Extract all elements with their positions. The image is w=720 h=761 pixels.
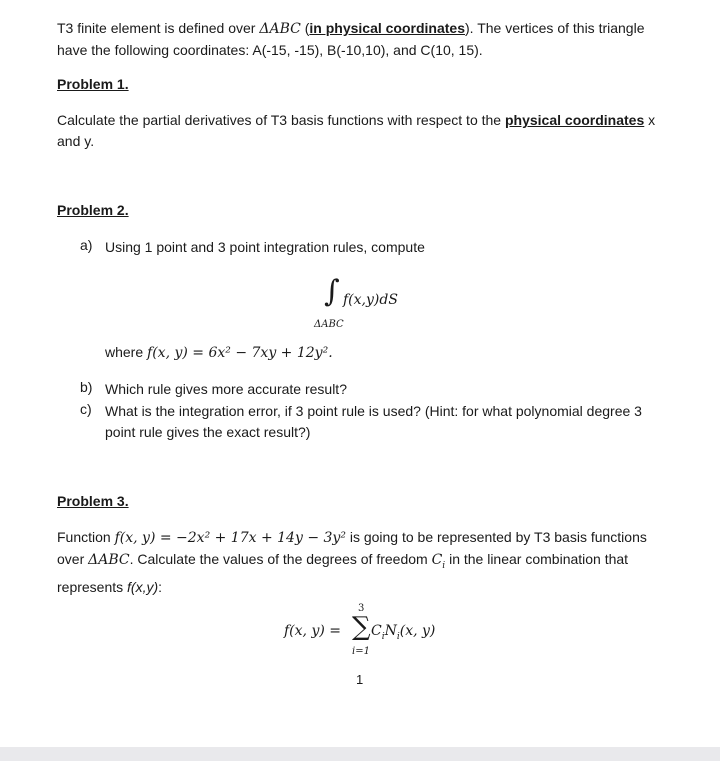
problem-3-text-c: . Calculate the values of the degrees of freedom [129, 551, 432, 567]
sum-term-args: (x, y) [399, 623, 436, 639]
intro-text-1: T3 finite element is defined over [57, 20, 260, 36]
dof-symbol: C [431, 552, 443, 568]
problem-3-triangle: ΔABC [88, 552, 130, 568]
sum-upper-limit: 3 [358, 603, 365, 614]
problem-2-heading: Problem 2. [57, 202, 129, 218]
where-prefix: where [105, 344, 148, 360]
problem-1-text-b: x and y. [57, 112, 656, 149]
where-line [105, 344, 333, 361]
sum-lower-limit: i=1 [352, 646, 370, 657]
viewer-bottom-bar [0, 747, 720, 761]
item-a-label: a) [80, 237, 93, 253]
triangle-label: ΔABC [259, 21, 301, 37]
item-c-text: What is the integration error, if 3 point rule is used? (Hint: for what polynomial degree 3 point rule gives the exact result?) [105, 403, 642, 440]
where-formula: f(x, y) = 6x² − 7xy + 12y². [147, 345, 333, 361]
problem-1-text-a: Calculate the partial derivatives of T3 basis functions with respect to the [57, 112, 505, 128]
physical-coordinates-emphasis: in physical coordinates [309, 20, 465, 36]
intro-text-2: ( [300, 20, 310, 36]
problem-3-text-e: : [158, 578, 163, 595]
intro-paragraph [57, 18, 667, 61]
problem-3-text-a: Function [57, 529, 115, 545]
problem-1-physical-emphasis: physical coordinates [504, 112, 645, 128]
problem-3-function: f(x, y) = −2x² + 17x + 14y − 3y² [114, 530, 346, 546]
summation-sign-icon: ∑ [352, 612, 371, 642]
sum-term-n: N [384, 623, 397, 639]
sum-term-c-sub: i [381, 631, 385, 642]
problem-3-heading: Problem 3. [57, 493, 129, 509]
problem-1-text [57, 110, 667, 152]
sum-term-c: C [371, 623, 382, 639]
item-b-text: Which rule gives more accurate result? [105, 381, 347, 397]
integral-integrand: f(x,y)dS [343, 292, 398, 308]
sum-eq-term [371, 623, 435, 642]
item-a-text: Using 1 point and 3 point integration rules, compute [105, 239, 425, 255]
integral-sign-icon: ∫ [324, 274, 340, 309]
item-b-label: b) [80, 379, 93, 395]
item-c-label: c) [80, 401, 92, 417]
dof-subscript: i [442, 560, 446, 571]
problem-3-fxy: f(x,y) [127, 578, 159, 595]
problem-3-text [57, 527, 667, 598]
problem-3-text-b: is going to be represented by T3 basis functions over [57, 529, 647, 567]
problem-3-text-d: in the linear combination that represents [57, 551, 629, 595]
sum-term-n-sub: i [396, 631, 400, 642]
problem-1-heading: Problem 1. [57, 76, 129, 92]
integral-domain: ΔABC [314, 319, 344, 330]
sum-eq-lhs: f(x, y) = [284, 623, 341, 639]
intro-text-3: ). The vertices of this triangle have the following coordinates: A(-15, -15), B(-10,10), and C(10, 15). [57, 20, 645, 58]
page-number: 1 [356, 672, 364, 687]
